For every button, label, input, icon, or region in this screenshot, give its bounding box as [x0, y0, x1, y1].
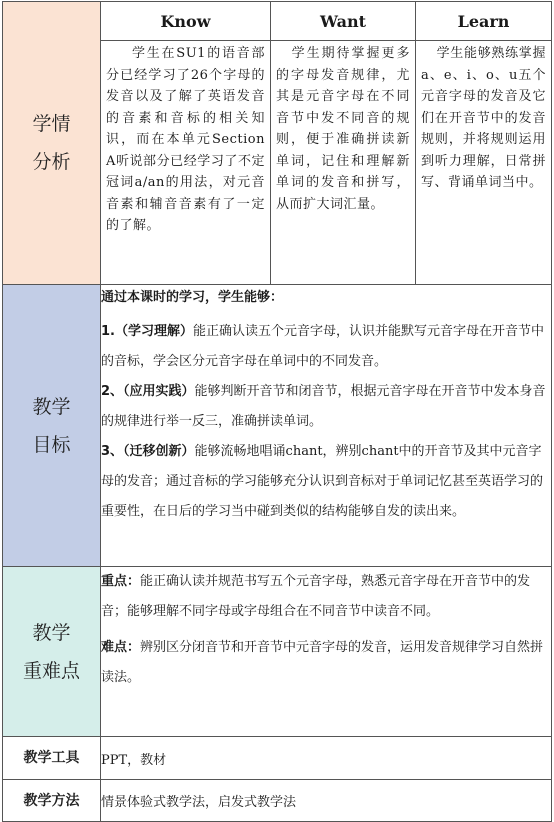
objective-item-3: [101, 437, 551, 527]
keypoints-label-cell: [3, 567, 101, 737]
keypoints-label-line2: 重难点: [22, 659, 80, 682]
objective-text-2: 能够判断开音节和闭音节，根据元音字母在开音节中发本身音的规律进行举一反三，准确拼读单词。: [101, 384, 546, 429]
objective-tag-2: 2、（应用实践）: [101, 384, 195, 399]
know-text: 学生在SU1的语音部分已经学习了26个字母的发音以及了解了英语发音的音素和音标的相关知识，而在本单元Section A听说部分已经学习了不定冠词a/an的用法，对元音音素和辅音音素有了一定的了解。: [106, 46, 265, 233]
objectives-intro: 通过本课时的学习，学生能够：: [101, 290, 284, 305]
analysis-label-cell: [3, 2, 101, 285]
objectives-row: [3, 285, 552, 567]
want-cell: [271, 41, 416, 285]
objectives-label-cell: [3, 285, 101, 567]
know-cell: [101, 41, 271, 285]
objectives-label-line2: 目标: [32, 433, 71, 456]
objectives-content: [101, 285, 552, 567]
tools-row: [3, 737, 552, 780]
objective-item-1: [101, 317, 551, 377]
methods-row: [3, 780, 552, 822]
objectives-label-line1: 教学: [32, 395, 71, 418]
objective-text-3: 能够流畅地唱诵chant，辨别chant中的开音节及其中元音字母的发音；通过音标的学习能够充分认识到音标对于单词记忆甚至英语学习的重要性，在日后的学习当中碰到类似的结构能够自发的读出来。: [101, 444, 544, 519]
methods-label: 教学方法: [3, 780, 101, 822]
learn-cell: [416, 41, 552, 285]
want-text: 学生期待掌握更多的字母发音规律，尤其是元音字母在不同音节中发不同音的规则，便于准确拼读新单词，记住和理解新单词的发音和拼写，从而扩大词汇量。: [276, 46, 410, 212]
objective-tag-1: 1.（学习理解）: [101, 324, 193, 339]
difficulty-paragraph: [101, 633, 551, 693]
difficulty-text: 辨别区分闭音节和开音节中元音字母的发音，运用发音规律学习自然拼读法。: [101, 640, 544, 685]
lesson-plan-table: [2, 1, 552, 822]
keypoints-content: [101, 567, 552, 737]
header-know: Know: [101, 2, 271, 41]
focus-tag: 重点：: [101, 574, 141, 589]
difficulty-tag: 难点：: [101, 640, 141, 655]
learn-text: 学生能够熟练掌握a、e、i、o、u五个元音字母的发音及它们在开音节中的发音规则，并将规则运用到听力理解，日常拼写、背诵单词当中。: [421, 46, 546, 190]
keypoints-row: [3, 567, 552, 737]
focus-paragraph: [101, 567, 551, 627]
objective-text-1: 能正确认读五个元音字母，认识并能默写元音字母在开音节中的音标，学会区分元音字母在单词中的不同发音。: [101, 324, 544, 369]
analysis-label-line2: 分析: [32, 151, 71, 173]
objective-item-2: [101, 377, 551, 437]
methods-value: 情景体验式教学法，启发式教学法: [101, 780, 552, 822]
keypoints-label-line1: 教学: [32, 621, 71, 644]
header-want: Want: [271, 2, 416, 41]
analysis-label-line1: 学情: [32, 113, 71, 135]
objective-tag-3: 3、（迁移创新）: [101, 444, 195, 459]
tools-value: PPT，教材: [101, 737, 552, 780]
header-learn: Learn: [416, 2, 552, 41]
header-row: [3, 2, 552, 41]
tools-label: 教学工具: [3, 737, 101, 780]
focus-text: 能正确认读并规范书写五个元音字母，熟悉元音字母在开音节中的发音；能够理解不同字母或字母组合在不同音节中读音不同。: [101, 574, 531, 619]
